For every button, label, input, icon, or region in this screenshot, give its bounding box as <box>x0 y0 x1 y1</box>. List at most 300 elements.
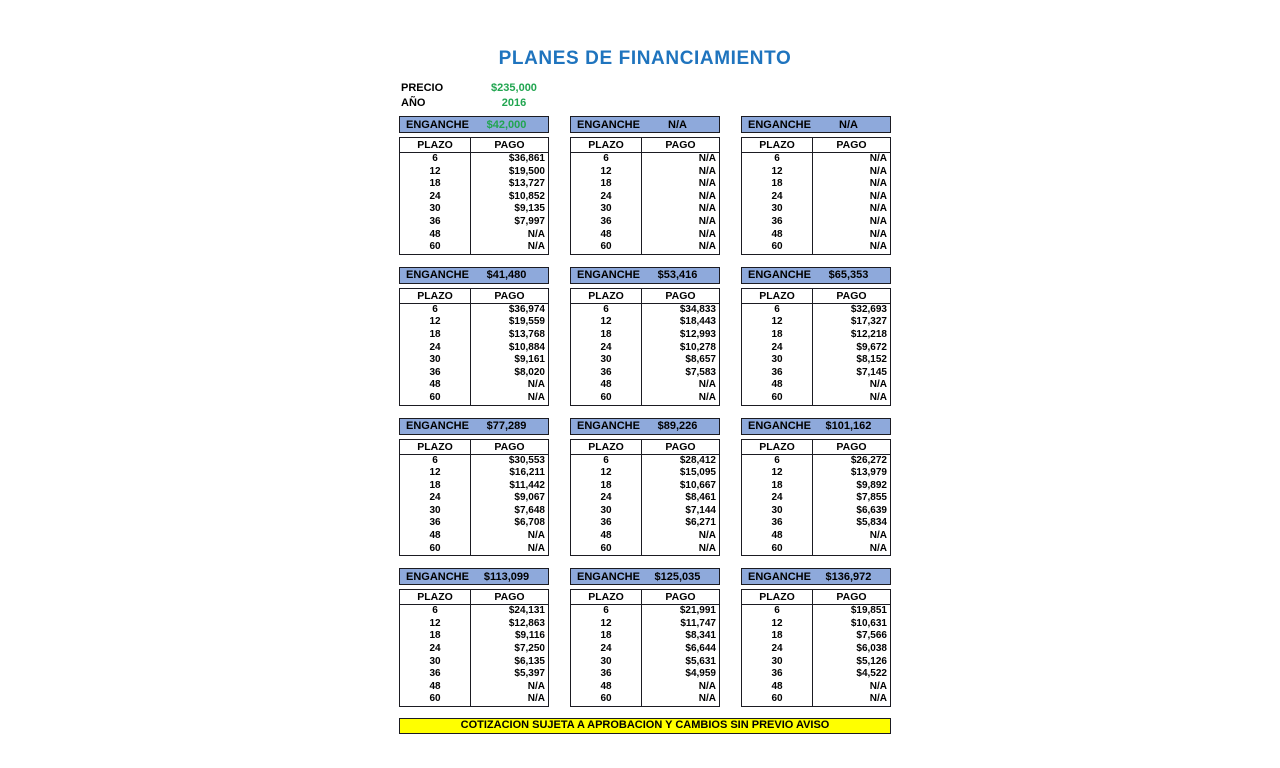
payment-row <box>400 379 548 392</box>
plazo-cell: 48 <box>742 681 813 694</box>
payment-row <box>742 241 890 254</box>
plazo-cell: 18 <box>400 480 471 493</box>
plazo-cell: 30 <box>742 354 813 367</box>
pago-cell: $13,727 <box>508 178 545 190</box>
plazo-cell: 60 <box>400 693 471 706</box>
pago-cell: $6,644 <box>685 643 716 655</box>
plan-card <box>399 568 549 707</box>
enganche-header <box>399 568 549 585</box>
plazo-cell: 12 <box>400 316 471 329</box>
plazo-cell: 12 <box>742 166 813 179</box>
payment-row <box>571 178 719 191</box>
payment-row <box>400 216 548 229</box>
pago-cell: N/A <box>869 530 887 542</box>
pago-cell: $9,892 <box>856 479 887 491</box>
payment-row <box>571 618 719 631</box>
plan-card <box>741 568 891 707</box>
payment-table <box>741 589 891 707</box>
plazo-cell: 30 <box>742 505 813 518</box>
payment-row <box>742 643 890 656</box>
payment-row <box>742 530 890 543</box>
plazo-cell: 30 <box>571 505 642 518</box>
enganche-value: $42,000 <box>486 118 527 131</box>
pago-cell: $28,412 <box>679 454 716 466</box>
plazo-column-header: PLAZO <box>571 138 642 152</box>
pago-cell: N/A <box>869 379 887 391</box>
pago-cell: N/A <box>698 178 716 190</box>
pago-cell: $13,979 <box>850 467 887 479</box>
payment-table-header <box>400 138 548 153</box>
payment-row <box>742 367 890 380</box>
plazo-cell: 6 <box>571 153 642 166</box>
plazo-cell: 12 <box>571 166 642 179</box>
pago-column-header: PAGO <box>836 591 867 604</box>
pago-cell: $6,135 <box>514 655 545 667</box>
payment-row <box>742 304 890 317</box>
payment-row <box>400 605 548 618</box>
pago-cell: $11,747 <box>680 617 716 629</box>
pago-cell: $26,272 <box>850 454 887 466</box>
enganche-header <box>570 418 720 435</box>
plazo-cell: 48 <box>571 229 642 242</box>
plazo-cell: 48 <box>571 379 642 392</box>
enganche-label: ENGANCHE <box>406 118 469 131</box>
plazo-cell: 30 <box>571 203 642 216</box>
payment-table <box>399 439 549 557</box>
payment-row <box>571 342 719 355</box>
pago-cell: N/A <box>869 190 887 202</box>
plazo-cell: 6 <box>742 605 813 618</box>
year-row <box>399 95 891 110</box>
payment-table-header <box>571 138 719 153</box>
pago-cell: N/A <box>698 165 716 177</box>
pago-cell: $6,271 <box>685 517 716 529</box>
pago-cell: $8,020 <box>514 366 545 378</box>
payment-row <box>571 367 719 380</box>
pago-cell: $8,657 <box>685 354 716 366</box>
pago-cell: $12,993 <box>679 328 716 340</box>
enganche-header <box>741 267 891 284</box>
plazo-column-header: PLAZO <box>742 590 813 604</box>
payment-row <box>400 329 548 342</box>
plazo-cell: 6 <box>571 304 642 317</box>
year-label: AÑO <box>401 96 426 109</box>
payment-row <box>571 517 719 530</box>
enganche-header <box>741 116 891 133</box>
plazo-cell: 18 <box>400 329 471 342</box>
payment-row <box>571 316 719 329</box>
plans-grid <box>399 116 891 707</box>
pago-cell: $34,833 <box>679 303 716 315</box>
pago-cell: $7,144 <box>685 504 716 516</box>
plazo-cell: 48 <box>400 379 471 392</box>
payment-table-header <box>742 138 890 153</box>
payment-row <box>571 241 719 254</box>
plazo-cell: 30 <box>742 203 813 216</box>
plazo-cell: 24 <box>571 492 642 505</box>
plazo-cell: 12 <box>400 467 471 480</box>
plazo-cell: 30 <box>400 505 471 518</box>
enganche-label: ENGANCHE <box>406 570 469 583</box>
plazo-cell: 30 <box>571 656 642 669</box>
pago-cell: $5,126 <box>856 655 887 667</box>
pago-cell: $12,218 <box>850 328 887 340</box>
payment-row <box>742 329 890 342</box>
payment-row <box>742 153 890 166</box>
pago-cell: $18,443 <box>679 316 716 328</box>
page-title: PLANES DE FINANCIAMIENTO <box>498 48 792 69</box>
price-label: PRECIO <box>401 81 444 94</box>
pago-cell: $32,693 <box>850 303 887 315</box>
plazo-cell: 24 <box>571 191 642 204</box>
pago-cell: $9,672 <box>856 341 887 353</box>
payment-row <box>400 668 548 681</box>
payment-row <box>571 480 719 493</box>
plazo-cell: 36 <box>400 668 471 681</box>
plan-card <box>570 568 720 707</box>
pago-cell: $19,500 <box>508 165 545 177</box>
plazo-cell: 36 <box>400 367 471 380</box>
payment-row <box>742 681 890 694</box>
plazo-cell: 36 <box>571 517 642 530</box>
plazo-cell: 60 <box>742 392 813 405</box>
plazo-cell: 6 <box>400 304 471 317</box>
pago-cell: N/A <box>698 215 716 227</box>
payment-row <box>400 643 548 656</box>
plazo-cell: 24 <box>571 643 642 656</box>
plazo-cell: 6 <box>400 153 471 166</box>
plazo-cell: 48 <box>400 530 471 543</box>
payment-row <box>571 203 719 216</box>
payment-row <box>571 304 719 317</box>
pago-cell: N/A <box>869 680 887 692</box>
enganche-value: $113,099 <box>483 570 530 583</box>
plazo-column-header: PLAZO <box>400 289 471 303</box>
payment-row <box>742 492 890 505</box>
payment-row <box>571 379 719 392</box>
enganche-header <box>570 568 720 585</box>
enganche-value: $89,226 <box>657 420 698 432</box>
pago-column-header: PAGO <box>494 440 525 453</box>
payment-row <box>742 354 890 367</box>
payment-row <box>400 191 548 204</box>
pago-cell: N/A <box>698 228 716 240</box>
enganche-label: ENGANCHE <box>577 420 640 432</box>
pago-cell: $7,997 <box>514 215 545 227</box>
payment-row <box>571 153 719 166</box>
plazo-cell: 30 <box>742 656 813 669</box>
pago-cell: $8,341 <box>685 630 716 642</box>
payment-row <box>400 480 548 493</box>
plazo-cell: 48 <box>742 379 813 392</box>
pago-cell: N/A <box>698 190 716 202</box>
payment-row <box>742 618 890 631</box>
payment-row <box>400 316 548 329</box>
pago-cell: N/A <box>869 215 887 227</box>
pago-cell: N/A <box>869 241 887 253</box>
payment-row <box>742 379 890 392</box>
pago-column-header: PAGO <box>665 440 696 453</box>
plazo-cell: 24 <box>400 191 471 204</box>
pago-cell: N/A <box>869 165 887 177</box>
pago-cell: N/A <box>527 530 545 542</box>
payment-table-header <box>571 440 719 455</box>
payment-table-header <box>400 289 548 304</box>
enganche-value: $136,972 <box>825 570 872 583</box>
payment-row <box>571 229 719 242</box>
year-value: 2016 <box>501 96 527 109</box>
payment-row <box>742 630 890 643</box>
plazo-cell: 12 <box>742 316 813 329</box>
plazo-cell: 6 <box>742 455 813 468</box>
pago-column-header: PAGO <box>494 591 525 604</box>
plazo-cell: 24 <box>742 643 813 656</box>
pago-cell: $21,991 <box>679 605 716 617</box>
plazo-cell: 12 <box>742 618 813 631</box>
pago-cell: $8,461 <box>685 492 716 504</box>
payment-row <box>742 668 890 681</box>
plazo-cell: 12 <box>571 467 642 480</box>
enganche-value: $101,162 <box>825 420 872 432</box>
enganche-value: $53,416 <box>657 269 698 282</box>
plazo-cell: 60 <box>571 241 642 254</box>
plan-card <box>570 267 720 406</box>
pago-cell: $10,884 <box>508 341 545 353</box>
pago-cell: $4,959 <box>685 668 716 680</box>
payment-row <box>400 392 548 405</box>
pago-cell: N/A <box>698 693 716 705</box>
payment-row <box>400 304 548 317</box>
payment-row <box>571 329 719 342</box>
enganche-value: $77,289 <box>486 420 527 432</box>
plazo-cell: 18 <box>571 480 642 493</box>
payment-row <box>400 656 548 669</box>
pago-cell: N/A <box>527 680 545 692</box>
payment-row <box>742 693 890 706</box>
pago-cell: $19,851 <box>850 605 887 617</box>
payment-table-header <box>742 440 890 455</box>
payment-table <box>399 288 549 406</box>
payment-row <box>571 166 719 179</box>
payment-row <box>400 693 548 706</box>
pago-cell: $10,278 <box>679 341 716 353</box>
plazo-cell: 6 <box>400 605 471 618</box>
payment-row <box>400 229 548 242</box>
pago-cell: $9,161 <box>514 354 545 366</box>
payment-row <box>742 166 890 179</box>
plazo-cell: 36 <box>742 216 813 229</box>
pago-cell: N/A <box>869 203 887 215</box>
payment-row <box>400 354 548 367</box>
plazo-cell: 60 <box>571 543 642 556</box>
payment-row <box>400 367 548 380</box>
price-row <box>399 80 891 95</box>
plazo-cell: 18 <box>742 480 813 493</box>
plazo-cell: 48 <box>571 530 642 543</box>
enganche-label: ENGANCHE <box>748 269 811 282</box>
plazo-cell: 18 <box>571 630 642 643</box>
plazo-cell: 36 <box>571 367 642 380</box>
pago-cell: N/A <box>698 379 716 391</box>
pago-cell: $7,855 <box>856 492 887 504</box>
plazo-cell: 6 <box>742 304 813 317</box>
plazo-cell: 12 <box>571 316 642 329</box>
pago-cell: N/A <box>698 241 716 253</box>
plazo-cell: 60 <box>742 241 813 254</box>
plazo-cell: 60 <box>742 693 813 706</box>
pago-cell: $24,131 <box>508 605 545 617</box>
pago-cell: $19,559 <box>508 316 545 328</box>
plazo-cell: 60 <box>742 543 813 556</box>
plazo-cell: 18 <box>571 329 642 342</box>
pago-cell: $5,631 <box>685 655 716 667</box>
pago-cell: $15,095 <box>679 467 716 479</box>
payment-row <box>742 455 890 468</box>
pago-column-header: PAGO <box>494 139 525 151</box>
payment-row <box>742 467 890 480</box>
plazo-cell: 36 <box>742 668 813 681</box>
pago-cell: N/A <box>527 228 545 240</box>
payment-table <box>570 589 720 707</box>
pago-cell: N/A <box>869 153 887 164</box>
payment-row <box>742 517 890 530</box>
plan-card <box>399 418 549 557</box>
plazo-cell: 24 <box>400 643 471 656</box>
pago-cell: $11,442 <box>509 479 545 491</box>
payment-row <box>400 492 548 505</box>
payment-row <box>400 618 548 631</box>
enganche-value: $125,035 <box>654 570 701 583</box>
enganche-value: $41,480 <box>486 269 527 282</box>
pago-cell: N/A <box>527 391 545 403</box>
pago-cell: $7,648 <box>514 504 545 516</box>
pago-cell: $8,152 <box>856 354 887 366</box>
plazo-cell: 6 <box>400 455 471 468</box>
pago-column-header: PAGO <box>665 139 696 151</box>
pago-cell: $7,566 <box>856 630 887 642</box>
payment-row <box>571 543 719 556</box>
plan-card <box>741 418 891 557</box>
payment-row <box>400 241 548 254</box>
payment-row <box>571 530 719 543</box>
payment-row <box>400 681 548 694</box>
plazo-cell: 60 <box>571 392 642 405</box>
payment-row <box>742 505 890 518</box>
pago-cell: N/A <box>527 693 545 705</box>
enganche-label: ENGANCHE <box>406 420 469 432</box>
payment-row <box>571 191 719 204</box>
pago-cell: N/A <box>527 241 545 253</box>
plazo-cell: 48 <box>571 681 642 694</box>
plazo-cell: 48 <box>400 229 471 242</box>
payment-row <box>400 166 548 179</box>
pago-cell: $36,861 <box>508 153 545 164</box>
plazo-cell: 60 <box>400 392 471 405</box>
enganche-label: ENGANCHE <box>406 269 469 282</box>
payment-table <box>570 439 720 557</box>
payment-row <box>400 455 548 468</box>
plazo-cell: 18 <box>742 329 813 342</box>
enganche-label: ENGANCHE <box>577 570 640 583</box>
plazo-cell: 12 <box>571 618 642 631</box>
plazo-cell: 12 <box>742 467 813 480</box>
plazo-cell: 24 <box>742 342 813 355</box>
payment-table <box>570 137 720 255</box>
pago-cell: N/A <box>698 391 716 403</box>
payment-table <box>741 288 891 406</box>
payment-row <box>742 191 890 204</box>
enganche-header <box>570 267 720 284</box>
payment-row <box>400 630 548 643</box>
plazo-cell: 18 <box>742 178 813 191</box>
payment-row <box>400 543 548 556</box>
enganche-label: ENGANCHE <box>577 269 640 282</box>
pago-cell: N/A <box>527 379 545 391</box>
plazo-cell: 60 <box>571 693 642 706</box>
plazo-cell: 30 <box>571 354 642 367</box>
plazo-column-header: PLAZO <box>400 138 471 152</box>
payment-row <box>571 656 719 669</box>
pago-cell: N/A <box>869 228 887 240</box>
payment-row <box>742 342 890 355</box>
plazo-cell: 18 <box>571 178 642 191</box>
payment-table <box>570 288 720 406</box>
plazo-column-header: PLAZO <box>571 590 642 604</box>
enganche-label: ENGANCHE <box>748 118 811 131</box>
pago-cell: N/A <box>698 680 716 692</box>
pago-cell: N/A <box>527 542 545 554</box>
pago-cell: $9,116 <box>514 630 545 642</box>
enganche-label: ENGANCHE <box>748 570 811 583</box>
payment-row <box>400 153 548 166</box>
pago-cell: $7,145 <box>856 366 887 378</box>
plazo-column-header: PLAZO <box>400 590 471 604</box>
payment-row <box>742 316 890 329</box>
plan-card <box>741 267 891 406</box>
enganche-header <box>399 418 549 435</box>
plazo-cell: 24 <box>571 342 642 355</box>
pago-cell: N/A <box>869 542 887 554</box>
payment-row <box>571 492 719 505</box>
plazo-cell: 48 <box>742 229 813 242</box>
plazo-cell: 30 <box>400 203 471 216</box>
plazo-cell: 36 <box>571 216 642 229</box>
payment-row <box>571 455 719 468</box>
payment-row <box>571 605 719 618</box>
price-value: $235,000 <box>491 81 537 94</box>
plan-card <box>399 267 549 406</box>
plazo-cell: 36 <box>400 216 471 229</box>
plazo-cell: 6 <box>571 455 642 468</box>
plazo-cell: 24 <box>742 191 813 204</box>
payment-table <box>741 137 891 255</box>
payment-row <box>400 467 548 480</box>
pago-cell: $17,327 <box>850 316 887 328</box>
plazo-cell: 48 <box>400 681 471 694</box>
plazo-cell: 18 <box>400 630 471 643</box>
payment-row <box>400 517 548 530</box>
pago-cell: $6,038 <box>856 643 887 655</box>
payment-row <box>400 530 548 543</box>
plazo-cell: 36 <box>571 668 642 681</box>
plazo-column-header: PLAZO <box>400 440 471 454</box>
pago-column-header: PAGO <box>494 289 525 302</box>
payment-row <box>742 656 890 669</box>
plazo-column-header: PLAZO <box>571 289 642 303</box>
enganche-value: $65,353 <box>828 269 869 282</box>
payment-row <box>742 480 890 493</box>
pago-column-header: PAGO <box>836 440 867 453</box>
